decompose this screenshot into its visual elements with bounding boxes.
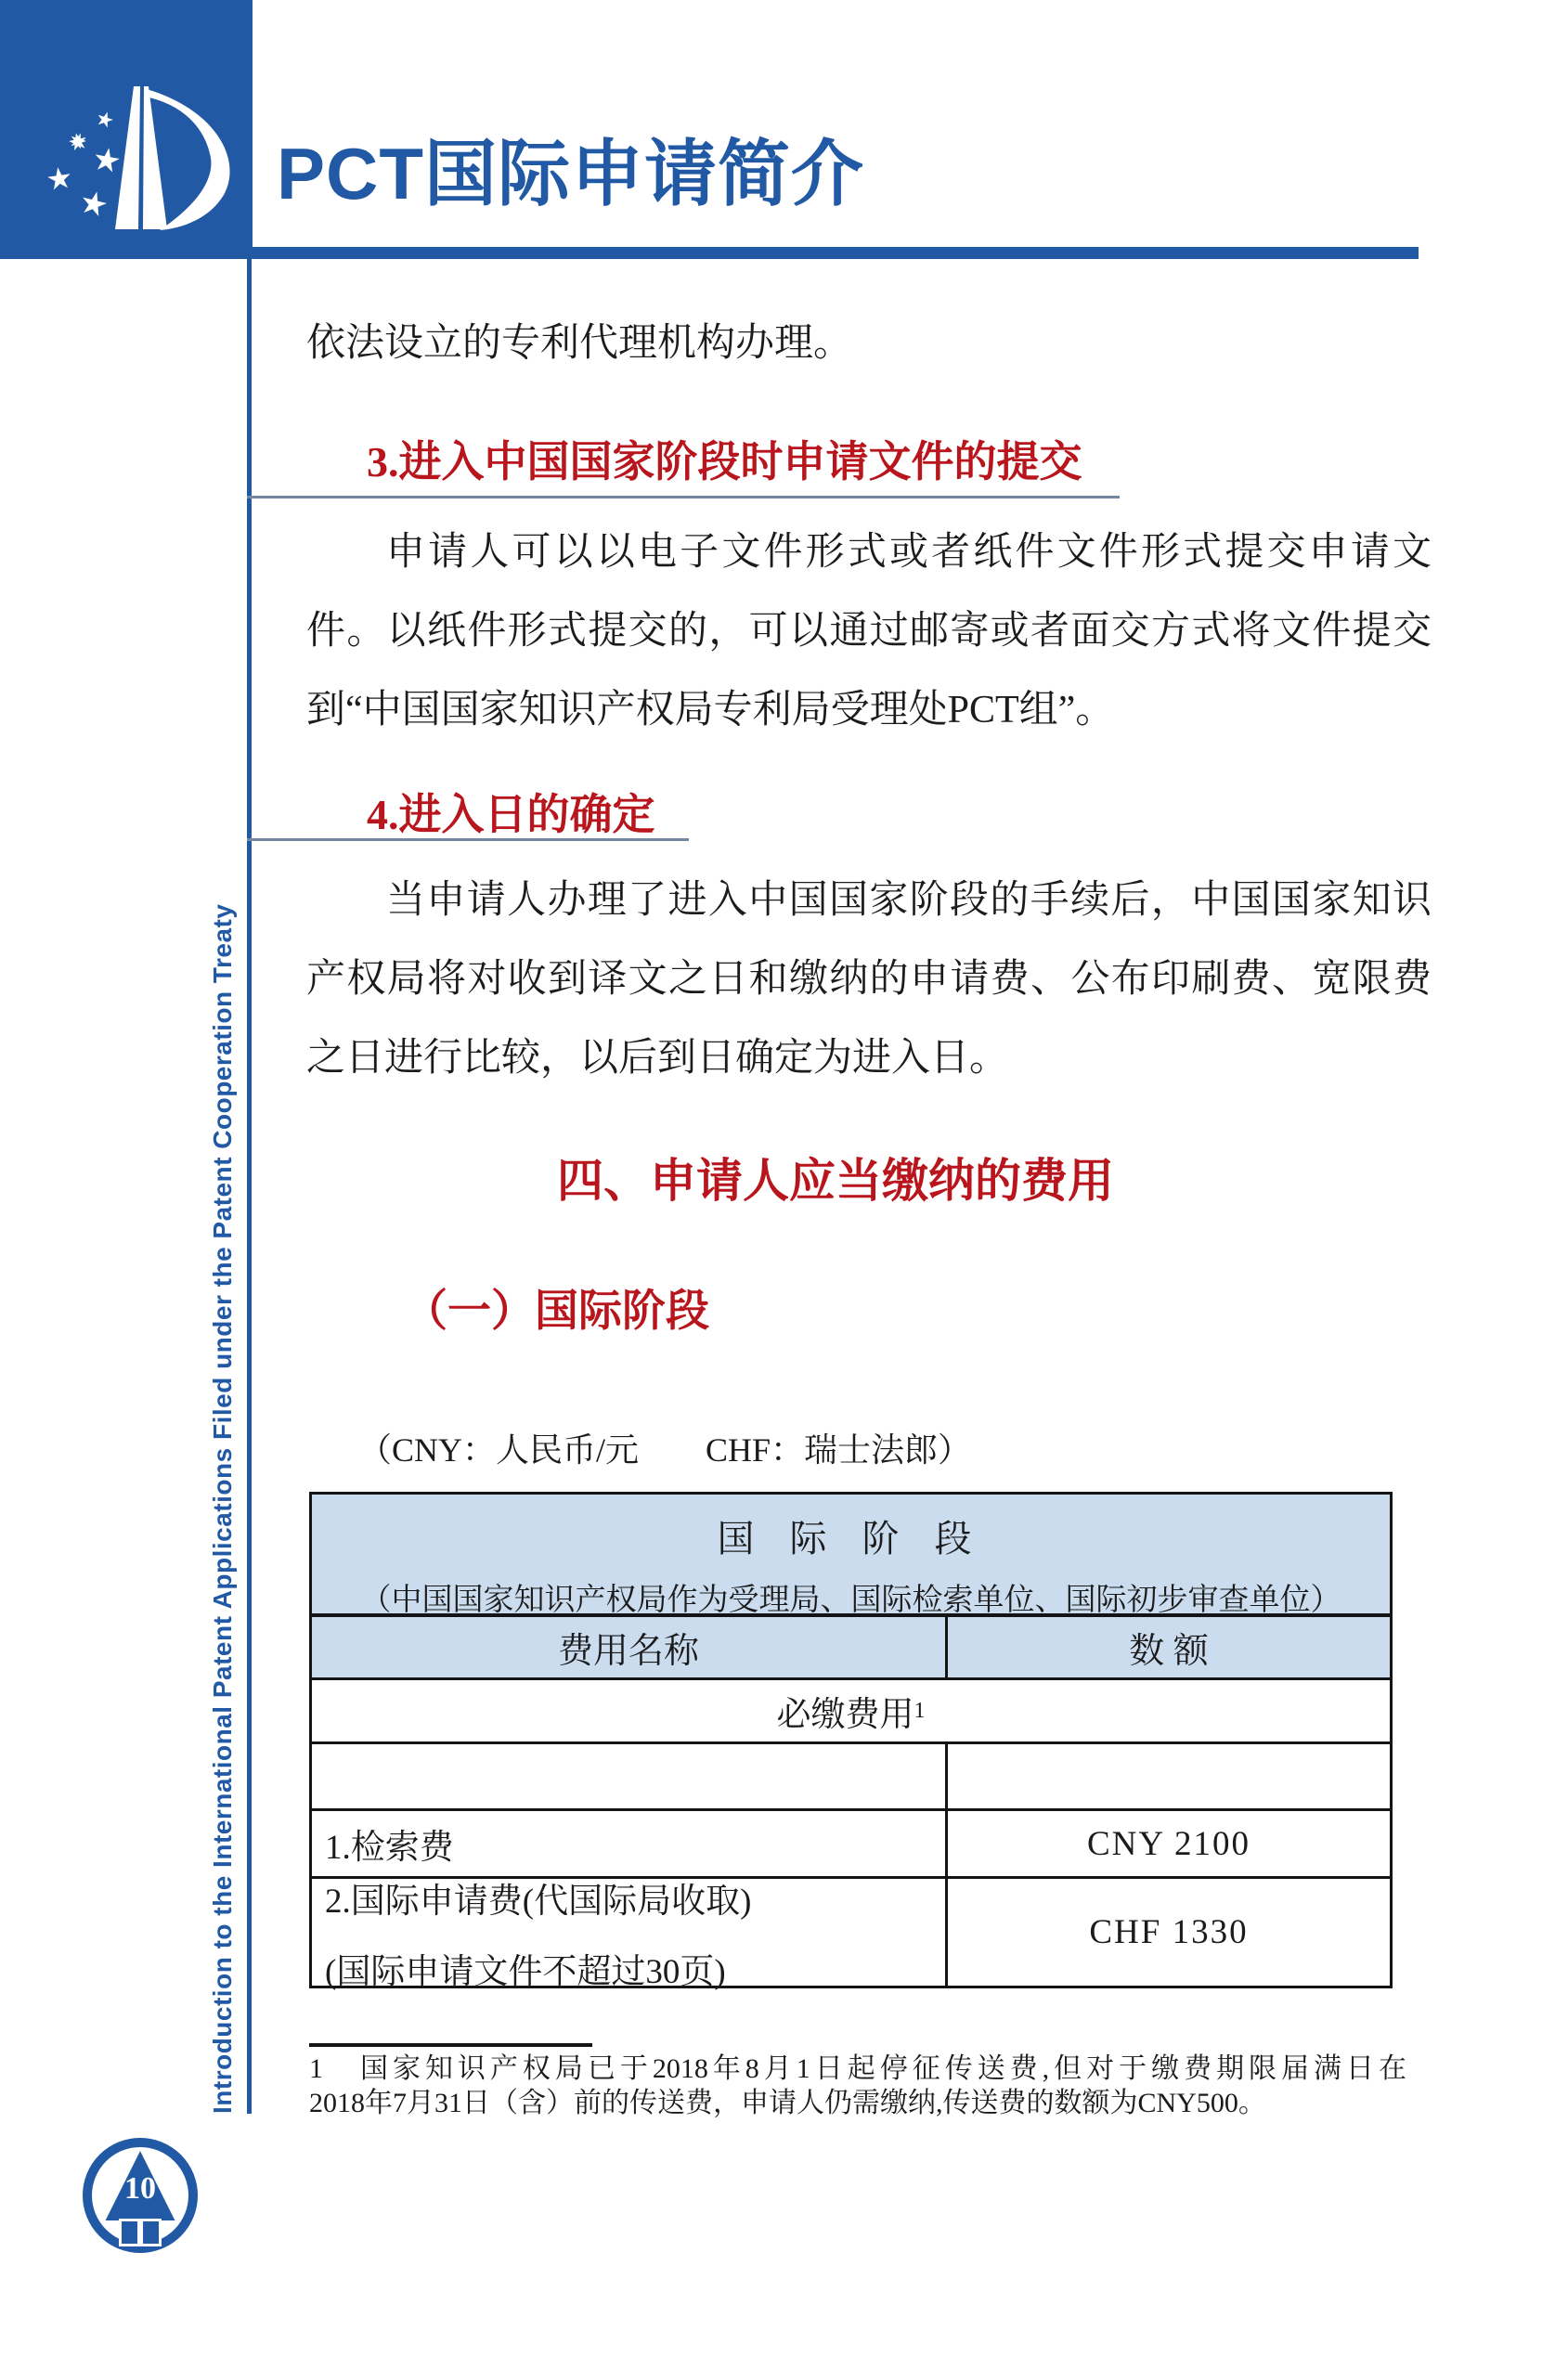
fee-table-subtitle: （中国国家知识产权局作为受理局、国际检索单位、国际初步审查单位） <box>360 1584 1341 1617</box>
page-title: PCT国际申请简介 <box>277 133 865 214</box>
empty-cell-amount <box>948 1744 1390 1808</box>
column-header-name: 费用名称 <box>312 1617 948 1677</box>
footnote-line1: 1 国家知识产权局已于2018年8月1日起停征传送费,但对于缴费期限届满日在 <box>309 2053 1406 2084</box>
cnipa-logo-block <box>0 0 253 249</box>
cnipa-logo-icon <box>0 0 253 249</box>
fee-name-line2: (国际申请文件不超过30页) <box>325 1952 726 1991</box>
sidebar-vertical-text: Introduction to the International Patent Applications Filed under the Patent Cooperation Treaty <box>208 903 237 2114</box>
fee-table-empty-row <box>312 1744 1390 1811</box>
section3-line2: 件。以纸件形式提交的，可以通过邮寄或者面交方式将文件提交 <box>306 610 1432 653</box>
section3-line3: 到“中国国家知识产权局专利局受理处PCT组”。 <box>306 689 1115 731</box>
page-number: 10 <box>124 2171 156 2206</box>
fee-name-line1: 2.国际申请费(代国际局收取) <box>325 1882 752 1921</box>
badge-leg-icon <box>143 2221 159 2244</box>
table-row <box>312 1879 1390 1991</box>
fee-amount-cell: CNY 2100 <box>1087 1824 1251 1863</box>
footnote <box>309 2052 1406 2120</box>
fee-table-column-header-row <box>312 1617 1390 1680</box>
fee-table <box>309 1492 1393 1991</box>
subsection-heading: （一）国际阶段 <box>404 1288 709 1336</box>
paragraph-intro <box>306 304 1432 383</box>
footnote-line2: 2018年7月31日（含）前的传送费，申请人仍需缴纳,传送费的数额为CNY500。 <box>309 2088 1266 2118</box>
section4-line1: 当申请人办理了进入中国国家阶段的手续后，中国国家知识 <box>386 879 1432 922</box>
page-number-badge <box>83 2138 198 2253</box>
section-label: 必缴费用 <box>776 1696 914 1734</box>
section4-paragraph <box>306 861 1432 1098</box>
fees-chapter-heading: 四、申请人应当缴纳的费用 <box>557 1155 1114 1207</box>
section4-heading: 4.进入日的确定 <box>367 791 655 838</box>
section4-line3: 之日进行比较，以后到日确定为进入日。 <box>306 1037 1009 1080</box>
fee-amount-cell: CHF 1330 <box>1089 1913 1249 1951</box>
fee-name-cell: 1.检索费 <box>312 1811 948 1876</box>
column-header-amount: 数 额 <box>1129 1632 1209 1671</box>
table-row <box>312 1811 1390 1879</box>
section4-line2: 产权局将对收到译文之日和缴纳的申请费、公布印刷费、宽限费 <box>306 958 1432 1001</box>
left-vertical-rule <box>247 259 252 2114</box>
section3-line1: 申请人可以以电子文件形式或者纸件文件形式提交申请文 <box>386 531 1432 574</box>
fee-table-header <box>312 1495 1390 1617</box>
empty-cell-name <box>312 1744 948 1808</box>
fee-table-title: 国 际 阶 段 <box>717 1518 985 1560</box>
paragraph-intro-line: 依法设立的专利代理机构办理。 <box>306 322 853 365</box>
section3-heading-rule <box>247 496 1120 498</box>
fee-table-section-row <box>312 1680 1390 1744</box>
section-label-superscript: 1 <box>914 1698 926 1723</box>
currency-note: （CNY：人民币/元 CHF：瑞士法郎） <box>358 1431 972 1469</box>
badge-leg-icon <box>122 2221 137 2244</box>
section3-paragraph <box>306 513 1432 750</box>
section4-heading-rule <box>247 838 689 841</box>
section3-heading: 3.进入中国国家阶段时申请文件的提交 <box>367 438 1082 485</box>
header-rule-bar <box>0 247 1419 259</box>
footnote-rule <box>309 2043 592 2047</box>
fee-name-cell <box>312 1879 948 1991</box>
